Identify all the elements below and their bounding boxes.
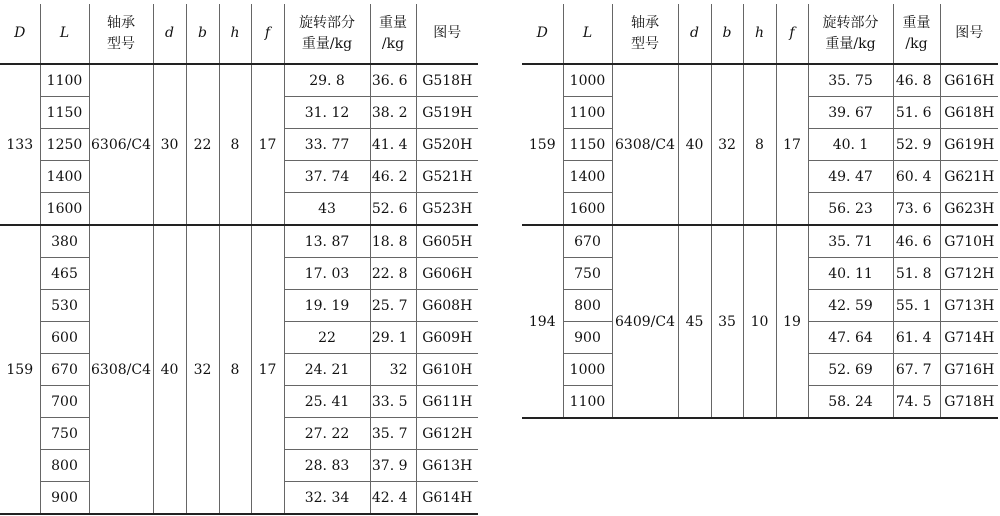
cell-L: 465 <box>40 258 89 290</box>
cell-drawing-no: G518H <box>416 64 478 97</box>
cell-drawing-no: G612H <box>416 418 478 450</box>
header-b: b <box>711 4 743 64</box>
header-row <box>522 4 998 64</box>
cell-weight: 60. 4 <box>893 161 940 193</box>
cell-rot-weight: 29. 8 <box>284 64 370 97</box>
cell-d: 40 <box>678 64 711 225</box>
cell-L: 1600 <box>40 193 89 226</box>
cell-rot-weight: 17. 03 <box>284 258 370 290</box>
cell-weight: 46. 8 <box>893 64 940 97</box>
header-weight-text: 重量 /kg <box>902 14 931 52</box>
cell-drawing-no: G716H <box>940 354 998 386</box>
cell-weight: 67. 7 <box>893 354 940 386</box>
header-L: L <box>563 4 612 64</box>
cell-weight: 41. 4 <box>370 129 416 161</box>
cell-drawing-no: G614H <box>416 482 478 515</box>
cell-bearing: 6409/C4 <box>612 225 678 418</box>
cell-L: 1400 <box>563 161 612 193</box>
cell-rot-weight: 22 <box>284 322 370 354</box>
cell-weight: 46. 2 <box>370 161 416 193</box>
cell-drawing-no: G609H <box>416 322 478 354</box>
cell-bearing: 6308/C4 <box>612 64 678 225</box>
header-bearing <box>89 4 153 64</box>
cell-L: 1600 <box>563 193 612 226</box>
cell-h: 8 <box>219 225 251 514</box>
cell-weight: 36. 6 <box>370 64 416 97</box>
cell-L: 900 <box>563 322 612 354</box>
header-drawing: 图号 <box>416 4 478 64</box>
header-D: D <box>522 4 563 64</box>
cell-weight: 32 <box>370 354 416 386</box>
cell-drawing-no: G714H <box>940 322 998 354</box>
cell-D: 194 <box>522 225 563 418</box>
cell-weight: 55. 1 <box>893 290 940 322</box>
cell-drawing-no: G520H <box>416 129 478 161</box>
header-rot-weight-text: 旋转部分 重量/kg <box>299 14 355 52</box>
cell-rot-weight: 19. 19 <box>284 290 370 322</box>
cell-bearing: 6306/C4 <box>89 64 153 225</box>
cell-weight: 73. 6 <box>893 193 940 226</box>
cell-d: 30 <box>153 64 186 225</box>
cell-rot-weight: 37. 74 <box>284 161 370 193</box>
cell-drawing-no: G621H <box>940 161 998 193</box>
cell-weight: 29. 1 <box>370 322 416 354</box>
cell-drawing-no: G618H <box>940 97 998 129</box>
cell-drawing-no: G606H <box>416 258 478 290</box>
cell-L: 600 <box>40 322 89 354</box>
cell-L: 670 <box>40 354 89 386</box>
cell-rot-weight: 43 <box>284 193 370 226</box>
right-table-body <box>522 64 998 418</box>
cell-rot-weight: 52. 69 <box>808 354 893 386</box>
cell-weight: 25. 7 <box>370 290 416 322</box>
cell-L: 750 <box>563 258 612 290</box>
cell-f: 17 <box>776 64 808 225</box>
cell-rot-weight: 35. 75 <box>808 64 893 97</box>
cell-rot-weight: 35. 71 <box>808 225 893 258</box>
header-bearing-text: 轴承 型号 <box>107 14 135 52</box>
header-b: b <box>186 4 219 64</box>
header-bearing <box>612 4 678 64</box>
header-weight <box>893 4 940 64</box>
cell-weight: 35. 7 <box>370 418 416 450</box>
cell-b: 32 <box>186 225 219 514</box>
cell-L: 1150 <box>40 97 89 129</box>
cell-d: 40 <box>153 225 186 514</box>
header-rot-weight <box>808 4 893 64</box>
cell-L: 1000 <box>563 64 612 97</box>
cell-drawing-no: G605H <box>416 225 478 258</box>
cell-f: 17 <box>251 225 284 514</box>
cell-drawing-no: G610H <box>416 354 478 386</box>
cell-L: 1400 <box>40 161 89 193</box>
cell-rot-weight: 47. 64 <box>808 322 893 354</box>
cell-weight: 18. 8 <box>370 225 416 258</box>
cell-L: 700 <box>40 386 89 418</box>
header-d: d <box>153 4 186 64</box>
cell-D: 133 <box>0 64 40 225</box>
header-h: h <box>743 4 776 64</box>
cell-rot-weight: 39. 67 <box>808 97 893 129</box>
cell-drawing-no: G712H <box>940 258 998 290</box>
header-h: h <box>219 4 251 64</box>
cell-drawing-no: G611H <box>416 386 478 418</box>
cell-drawing-no: G613H <box>416 450 478 482</box>
cell-rot-weight: 28. 83 <box>284 450 370 482</box>
cell-rot-weight: 32. 34 <box>284 482 370 515</box>
cell-weight: 74. 5 <box>893 386 940 419</box>
header-bearing-text: 轴承 型号 <box>631 14 659 52</box>
header-f: f <box>776 4 808 64</box>
cell-weight: 22. 8 <box>370 258 416 290</box>
cell-drawing-no: G523H <box>416 193 478 226</box>
cell-L: 1150 <box>563 129 612 161</box>
cell-f: 17 <box>251 64 284 225</box>
cell-L: 800 <box>563 290 612 322</box>
left-table-body <box>0 64 478 514</box>
cell-rot-weight: 31. 12 <box>284 97 370 129</box>
cell-drawing-no: G608H <box>416 290 478 322</box>
cell-L: 1100 <box>40 64 89 97</box>
cell-h: 8 <box>743 64 776 225</box>
cell-weight: 52. 6 <box>370 193 416 226</box>
cell-L: 1100 <box>563 386 612 419</box>
left-spec-table <box>0 4 478 515</box>
cell-weight: 33. 5 <box>370 386 416 418</box>
cell-rot-weight: 13. 87 <box>284 225 370 258</box>
cell-weight: 46. 6 <box>893 225 940 258</box>
header-drawing: 图号 <box>940 4 998 64</box>
cell-weight: 61. 4 <box>893 322 940 354</box>
table-row <box>522 64 998 97</box>
cell-rot-weight: 27. 22 <box>284 418 370 450</box>
cell-L: 1000 <box>563 354 612 386</box>
cell-drawing-no: G616H <box>940 64 998 97</box>
table-row <box>522 225 998 258</box>
cell-drawing-no: G713H <box>940 290 998 322</box>
cell-weight: 37. 9 <box>370 450 416 482</box>
table-row <box>0 225 478 258</box>
cell-d: 45 <box>678 225 711 418</box>
cell-h: 8 <box>219 64 251 225</box>
cell-drawing-no: G623H <box>940 193 998 226</box>
cell-weight: 51. 8 <box>893 258 940 290</box>
cell-b: 32 <box>711 64 743 225</box>
cell-rot-weight: 40. 1 <box>808 129 893 161</box>
cell-rot-weight: 49. 47 <box>808 161 893 193</box>
right-spec-table <box>522 4 998 419</box>
cell-rot-weight: 56. 23 <box>808 193 893 226</box>
cell-L: 380 <box>40 225 89 258</box>
cell-f: 19 <box>776 225 808 418</box>
header-D: D <box>0 4 40 64</box>
cell-drawing-no: G521H <box>416 161 478 193</box>
header-d: d <box>678 4 711 64</box>
header-L: L <box>40 4 89 64</box>
cell-rot-weight: 33. 77 <box>284 129 370 161</box>
header-weight <box>370 4 416 64</box>
cell-rot-weight: 58. 24 <box>808 386 893 419</box>
cell-weight: 52. 9 <box>893 129 940 161</box>
cell-b: 35 <box>711 225 743 418</box>
header-f: f <box>251 4 284 64</box>
header-rot-weight <box>284 4 370 64</box>
cell-drawing-no: G619H <box>940 129 998 161</box>
cell-L: 1100 <box>563 97 612 129</box>
cell-weight: 38. 2 <box>370 97 416 129</box>
cell-L: 750 <box>40 418 89 450</box>
header-row <box>0 4 478 64</box>
table-row <box>0 64 478 97</box>
cell-drawing-no: G718H <box>940 386 998 419</box>
cell-weight: 51. 6 <box>893 97 940 129</box>
cell-bearing: 6308/C4 <box>89 225 153 514</box>
cell-drawing-no: G710H <box>940 225 998 258</box>
cell-rot-weight: 25. 41 <box>284 386 370 418</box>
cell-rot-weight: 42. 59 <box>808 290 893 322</box>
header-rot-weight-text: 旋转部分 重量/kg <box>822 14 879 52</box>
cell-D: 159 <box>522 64 563 225</box>
cell-weight: 42. 4 <box>370 482 416 515</box>
cell-L: 800 <box>40 450 89 482</box>
cell-h: 10 <box>743 225 776 418</box>
cell-D: 159 <box>0 225 40 514</box>
cell-L: 530 <box>40 290 89 322</box>
cell-L: 1250 <box>40 129 89 161</box>
cell-drawing-no: G519H <box>416 97 478 129</box>
cell-rot-weight: 24. 21 <box>284 354 370 386</box>
cell-L: 900 <box>40 482 89 515</box>
cell-rot-weight: 40. 11 <box>808 258 893 290</box>
header-weight-text: 重量 /kg <box>379 14 407 52</box>
cell-b: 22 <box>186 64 219 225</box>
cell-L: 670 <box>563 225 612 258</box>
